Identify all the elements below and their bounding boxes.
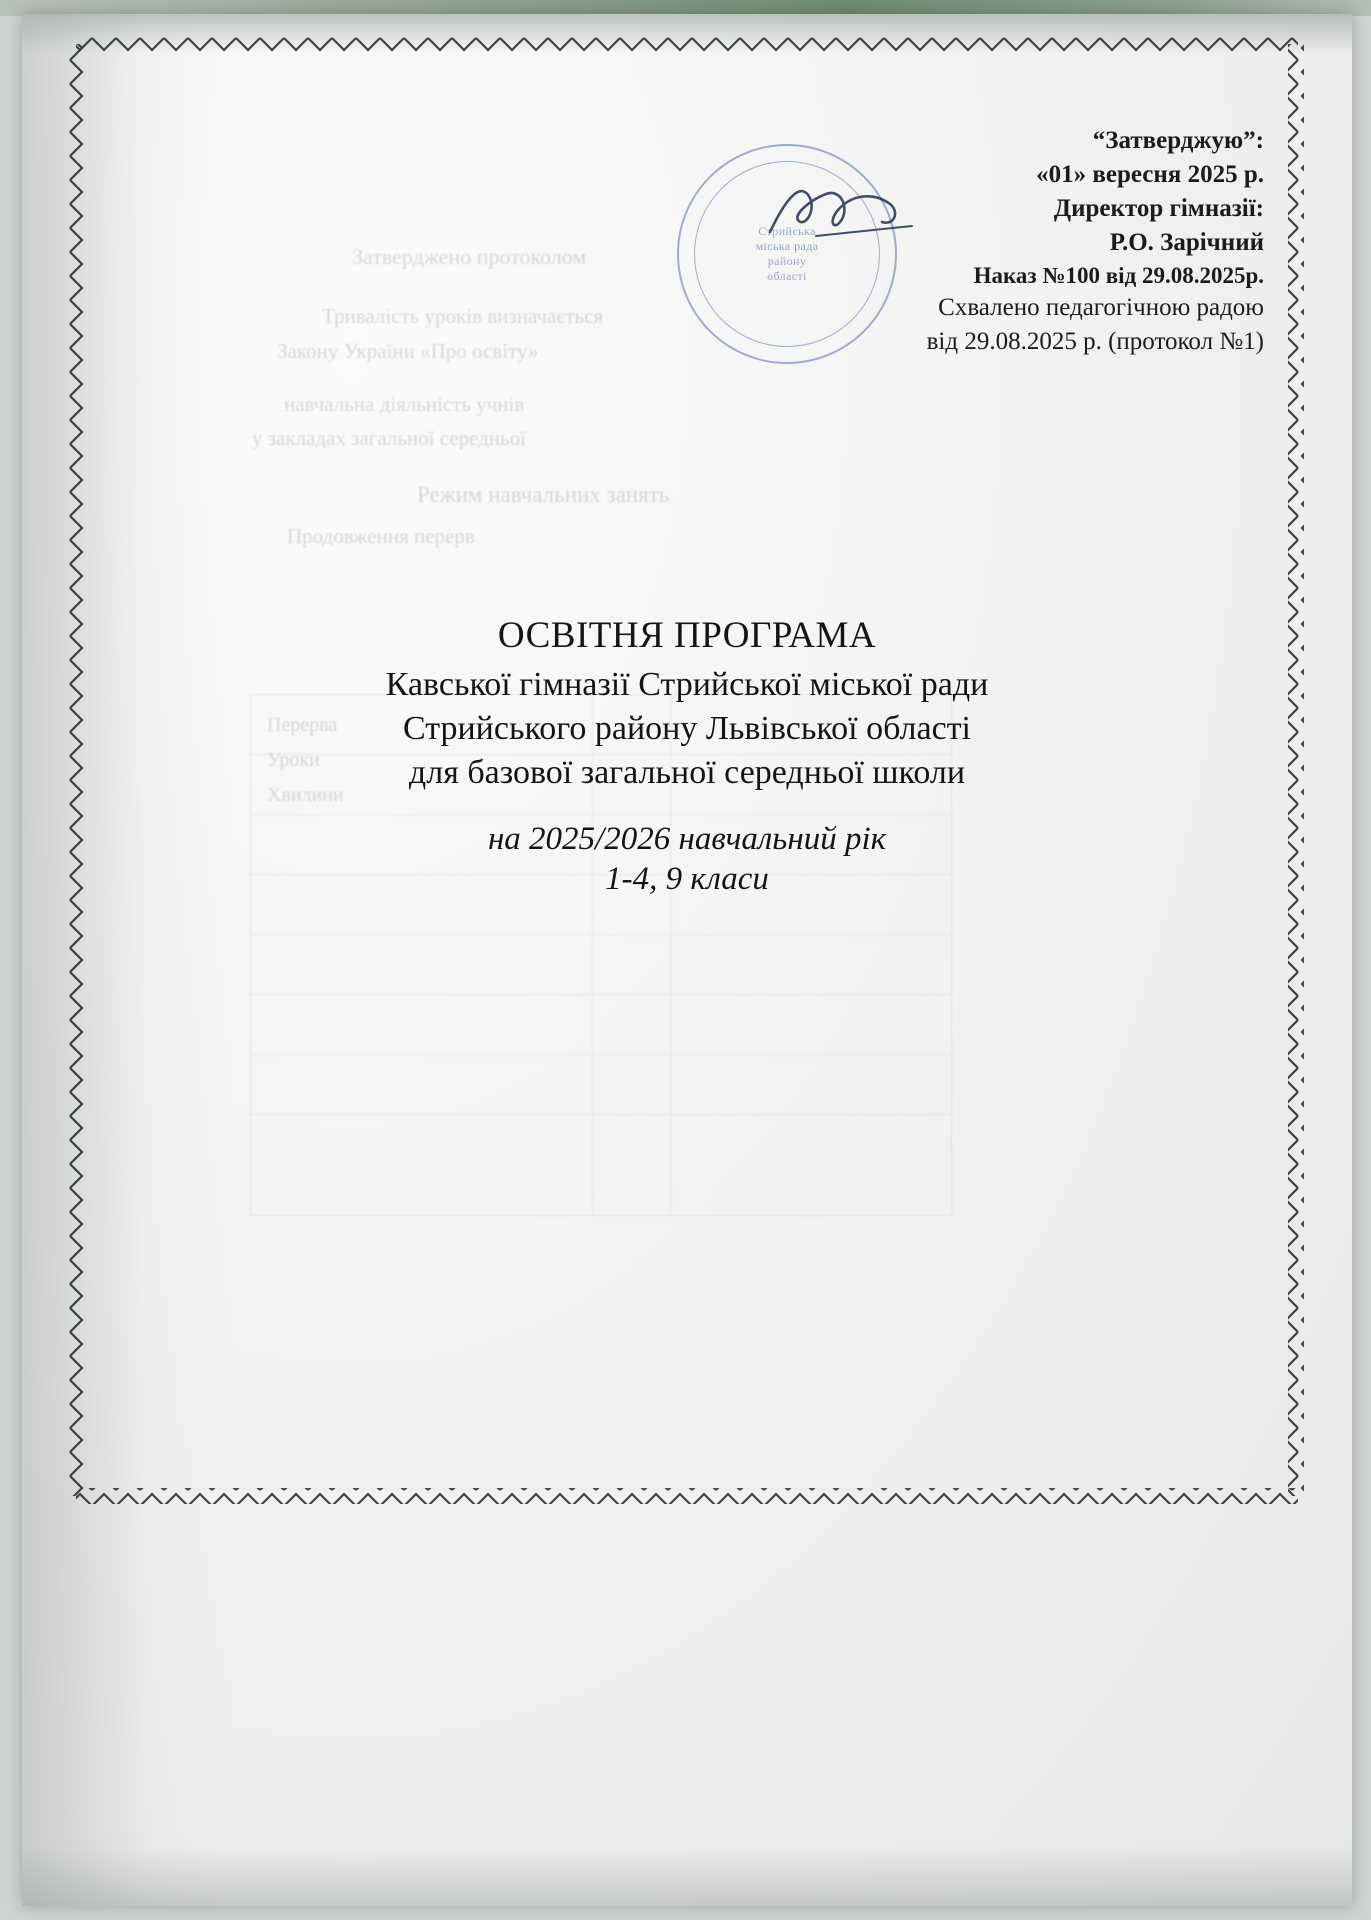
- institution-name-line-2: Стрийського району Львівської області: [402, 710, 972, 748]
- ghost-text-line: навчальна діяльність учнів: [284, 392, 525, 416]
- approval-label: “Затверджую”:: [1092, 127, 1264, 154]
- ghost-text-line: Хвилини: [267, 784, 344, 806]
- stamp-line-4: області: [767, 269, 807, 283]
- director-name: Р.О. Зарічний: [1109, 229, 1264, 256]
- ghost-text-line: Режим навчальних занять: [417, 482, 670, 507]
- stamp-line-3: району: [767, 254, 807, 268]
- ghost-text-line: Закону України «Про освіту»: [277, 339, 539, 363]
- ghost-text-line: Продовження перерв: [287, 524, 475, 548]
- paper-shadow-top: [22, 14, 1352, 54]
- paper-shadow-left: [22, 14, 232, 1906]
- ghost-text-line: Перерва: [267, 714, 338, 736]
- ghost-table-rule: [250, 934, 950, 935]
- academic-year-line: на 2025/2026 навчальний рік: [487, 820, 887, 857]
- scanned-document-page: [22, 14, 1352, 1906]
- education-level-line: для базової загальної середньої школи: [408, 754, 966, 792]
- director-label: Директор гімназії:: [1053, 195, 1264, 222]
- ghost-text-line: Уроки: [267, 749, 320, 771]
- paper-shadow-bottom: [22, 1846, 1352, 1906]
- institution-name-line-1: Кавської гімназії Стрийської міської ради: [385, 666, 989, 703]
- ghost-table-rule: [250, 994, 950, 995]
- approval-block: [644, 124, 1264, 359]
- ghost-table-rule: [250, 1054, 950, 1055]
- approved-by-pedagogical-council: Схвалено педагогічною радою: [938, 294, 1264, 322]
- stamp-line-1: Стрийська: [758, 224, 816, 238]
- ghost-text-line: Тривалість уроків визначається: [322, 304, 604, 328]
- stamp-line-2: міська рада: [755, 239, 819, 253]
- page-title: ОСВІТНЯ ПРОГРАМА: [497, 615, 877, 656]
- ghost-text-line: Затверджено протоколом: [352, 244, 587, 269]
- ghost-table-rule: [250, 1114, 950, 1115]
- document-title-block: [142, 614, 1232, 898]
- approval-date: «01» вересня 2025 р.: [1036, 161, 1264, 188]
- ghost-text-line: у закладах загальної середньої: [252, 426, 527, 450]
- order-number: Наказ №100 від 29.08.2025р.: [973, 263, 1264, 288]
- classes-line: 1-4, 9 класи: [605, 861, 769, 898]
- protocol-reference: від 29.08.2025 р. (протокол №1): [926, 328, 1264, 356]
